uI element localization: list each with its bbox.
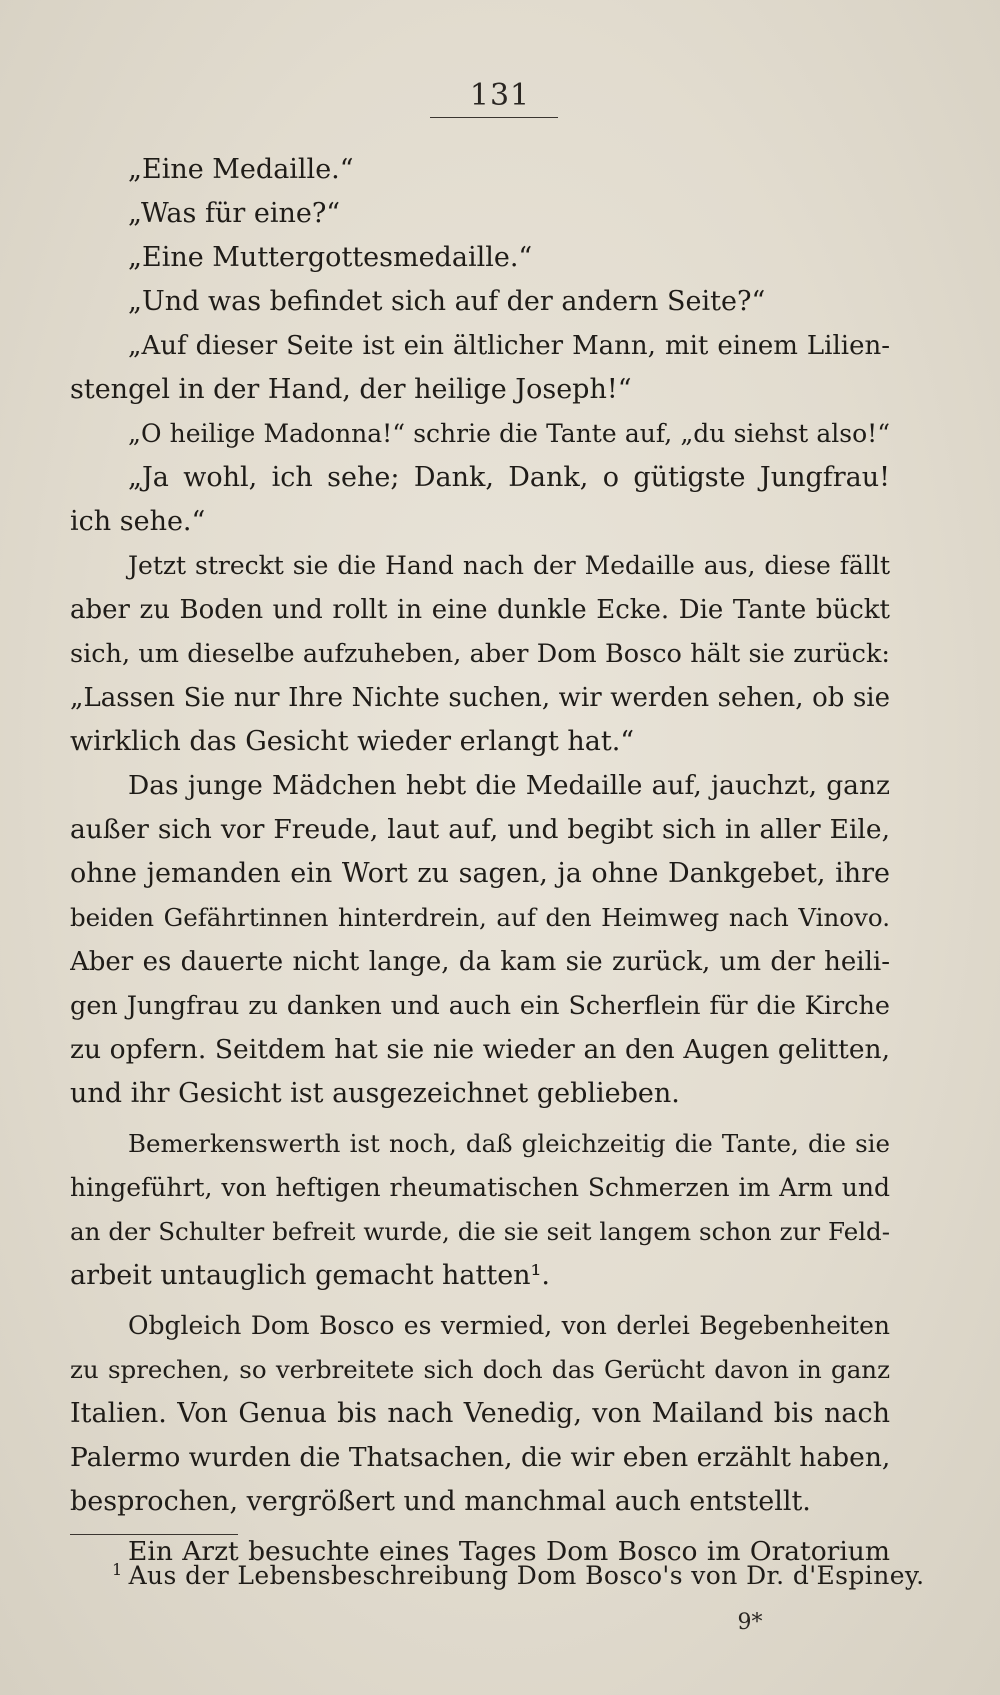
text-line: außer sich vor Freude, laut auf, und begibt sich in aller Eile, xyxy=(70,814,890,845)
text-line: aber zu Boden und rollt in eine dunkle Ecke. Die Tante bückt xyxy=(70,595,890,625)
text-line: sich, um dieselbe aufzuheben, aber Dom Bosco hält sie zurück: xyxy=(70,639,890,669)
text-line: „Eine Medaille.“ xyxy=(128,154,354,185)
text-line: wirklich das Gesicht wieder erlangt hat.“ xyxy=(70,726,635,757)
footnote xyxy=(112,1556,925,1596)
text-line: Aber es dauerte nicht lange, da kam sie zurück, um der heili- xyxy=(70,947,890,977)
text-line: gen Jungfrau zu danken und auch ein Scherflein für die Kirche xyxy=(70,991,890,1021)
text-line: Jetzt streckt sie die Hand nach der Medaille aus, diese fällt xyxy=(128,551,890,580)
text-line: zu sprechen, so verbreitete sich doch das Gerücht davon in ganz xyxy=(70,1355,890,1384)
text-line: beiden Gefährtinnen hinterdrein, auf den Heimweg nach Vinovo. xyxy=(70,903,890,932)
text-line: an der Schulter befreit wurde, die sie seit langem schon zur Feld- xyxy=(70,1217,890,1246)
text-line: Italien. Von Genua bis nach Venedig, von Mailand bis nach xyxy=(70,1398,890,1429)
footnote-marker: 1 xyxy=(112,1559,123,1579)
text-line: und ihr Gesicht ist ausgezeichnet geblieben. xyxy=(70,1078,680,1109)
footnote-text: Aus der Lebensbeschreibung Dom Bosco's von Dr. d'Espiney. xyxy=(128,1561,925,1590)
text-line: Bemerkenswerth ist noch, daß gleichzeitig die Tante, die sie xyxy=(128,1129,890,1158)
text-line: „Lassen Sie nur Ihre Nichte suchen, wir werden sehen, ob sie xyxy=(70,683,890,713)
text-line: Ein Arzt besuchte eines Tages Dom Bosco im Oratorium xyxy=(128,1536,890,1567)
text-line: ich sehe.“ xyxy=(70,506,206,537)
text-line: „Und was befindet sich auf der andern Seite?“ xyxy=(128,286,766,317)
text-line: Obgleich Dom Bosco es vermied, von derlei Begebenheiten xyxy=(128,1311,890,1340)
text-line: „Was für eine?“ xyxy=(128,198,341,229)
footnote-rule xyxy=(70,1534,238,1535)
text-line: arbeit untauglich gemacht hatten¹. xyxy=(70,1260,550,1291)
text-line: „Auf dieser Seite ist ein ältlicher Mann, mit einem Lilien- xyxy=(128,331,890,361)
text-line: Das junge Mädchen hebt die Medaille auf, jauchzt, ganz xyxy=(128,770,890,801)
text-line: zu opfern. Seitdem hat sie nie wieder an den Augen gelitten, xyxy=(70,1034,890,1065)
text-line: Palermo wurden die Thatsachen, die wir eben erzählt haben, xyxy=(70,1442,890,1473)
header-rule xyxy=(430,117,558,118)
page-number: 131 xyxy=(469,78,531,113)
text-line: „Ja wohl, ich sehe; Dank, Dank, o gütigste Jungfrau! xyxy=(128,462,890,493)
text-line: „O heilige Madonna!“ schrie die Tante auf, „du siehst also!“ xyxy=(128,419,890,448)
body-text xyxy=(70,148,890,1574)
text-line: stengel in der Hand, der heilige Joseph!“ xyxy=(70,374,632,405)
signature-mark: 9* xyxy=(737,1610,763,1635)
text-line: „Eine Muttergottesmedaille.“ xyxy=(128,242,533,273)
text-line: hingeführt, von heftigen rheumatischen Schmerzen im Arm und xyxy=(70,1173,890,1202)
text-line: besprochen, vergrößert und manchmal auch entstellt. xyxy=(70,1486,811,1517)
text-line: ohne jemanden ein Wort zu sagen, ja ohne Dankgebet, ihre xyxy=(70,858,890,889)
